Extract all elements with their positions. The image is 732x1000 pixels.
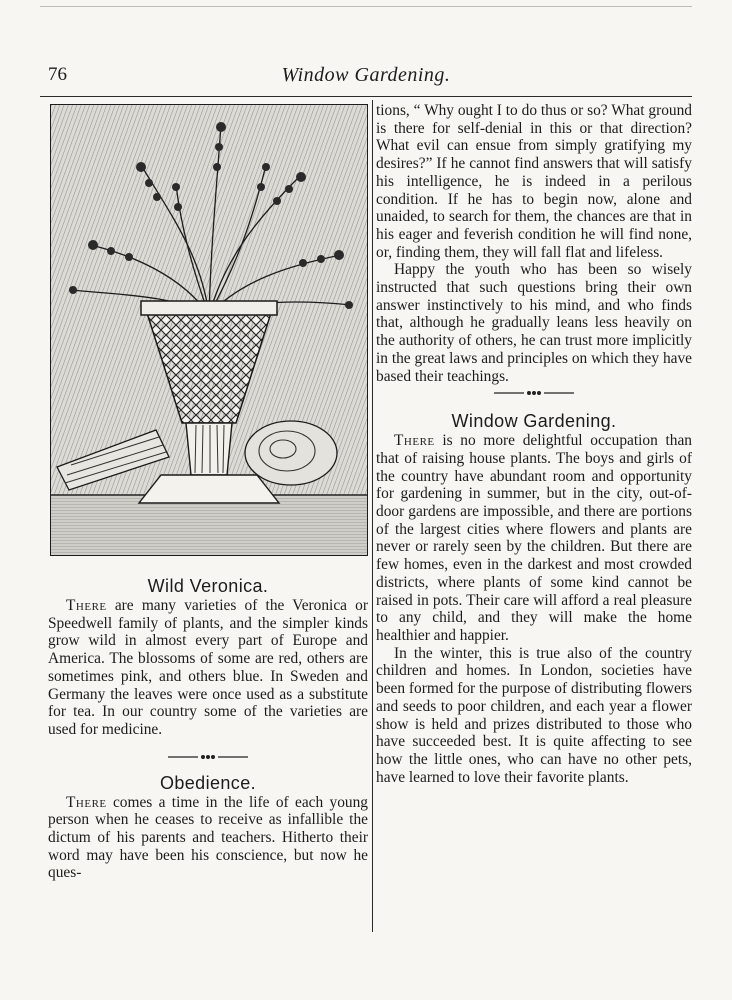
paragraph-wild-veronica <box>48 597 368 739</box>
paragraph-window-gardening-2: In the winter, this is true also of the country children and homes. In London, societies have been formed for the purpose of distributing flowers and seeds to poor children, and each year a flower show is held and prizes distributed to those who have succeeded best. It is quite affecting to see how the little ones, who can have no other pets, have learned to love their favorite plants. <box>376 644 692 786</box>
running-title: Window Gardening. <box>281 64 451 86</box>
page-number: 76 <box>48 64 67 85</box>
paragraph-text: is no more delightful occupation than that of raising house plants. The boys and girls of the country have abundant room and opportunity for gardening in summer, but in the city, out-of-door gardens are impossible, and there are portions of the largest cities where flowers and plants are never or rarely seen by the children. But there are few homes, even in the darkest and most crowded districts, where plants of some kind cannot be raised in pots. Their care will afford a real pleasure to any child, and they will make the home healthier and happier. <box>376 432 692 644</box>
left-column <box>48 104 368 882</box>
top-edge-rule <box>40 6 692 7</box>
lead-word: There <box>394 432 435 450</box>
section-ornament-icon <box>494 389 574 397</box>
paragraph-obedience <box>48 794 368 883</box>
paragraph-obedience-continued: tions, “ Why ought I to do thus or so? What ground is there for self-denial in this or that direction? What evil can ensue from simply gratifying my desires?” If he cannot find answers that will satisfy his intelligence, he is indeed in a perilous condition. If he has to begin now, alone and unaided, to search for them, the chances are that in his eager and feverish condition he will find none, or, finding them, they will fall flat and lifeless. <box>376 102 692 261</box>
section-title-obedience: Obedience. <box>159 772 257 793</box>
paragraph-text: comes a time in the life of each young person when he ceases to receive as infallible the dictum of his parents and teachers. Hitherto their word may have been his conscience, but now he ques- <box>48 793 368 882</box>
running-header <box>40 64 692 90</box>
paragraph-text: are many varieties of the Veronica or Speedwell family of plants, and the simpler kinds grow wild in almost every part of Europe and America. The blossoms of some are red, others are sometimes pink, and others blue. In Sweden and Germany the leaves were once used as a substitute for tea. In our country some of the varieties are used for medicine. <box>48 597 368 738</box>
vase-illustration-icon <box>50 104 368 556</box>
section-title-wild-veronica: Wild Veronica. <box>147 576 269 596</box>
paragraph-happy-youth: Happy the youth who has been so wisely instructed that such questions bring their own answer instinctively to his mind, and who finds that, although he gradually leans less heavily on the authority of others, he can trust more implicitly in the great laws and principles on which they have based their teachings. <box>376 261 692 385</box>
column-divider <box>372 100 373 932</box>
section-ornament-icon <box>168 753 248 761</box>
paragraph-window-gardening-1 <box>376 432 692 644</box>
lead-word: There <box>66 793 107 811</box>
right-column <box>376 102 692 786</box>
lead-word: There <box>66 597 107 614</box>
header-rule <box>40 96 692 97</box>
section-title-window-gardening: Window Gardening. <box>451 411 617 432</box>
